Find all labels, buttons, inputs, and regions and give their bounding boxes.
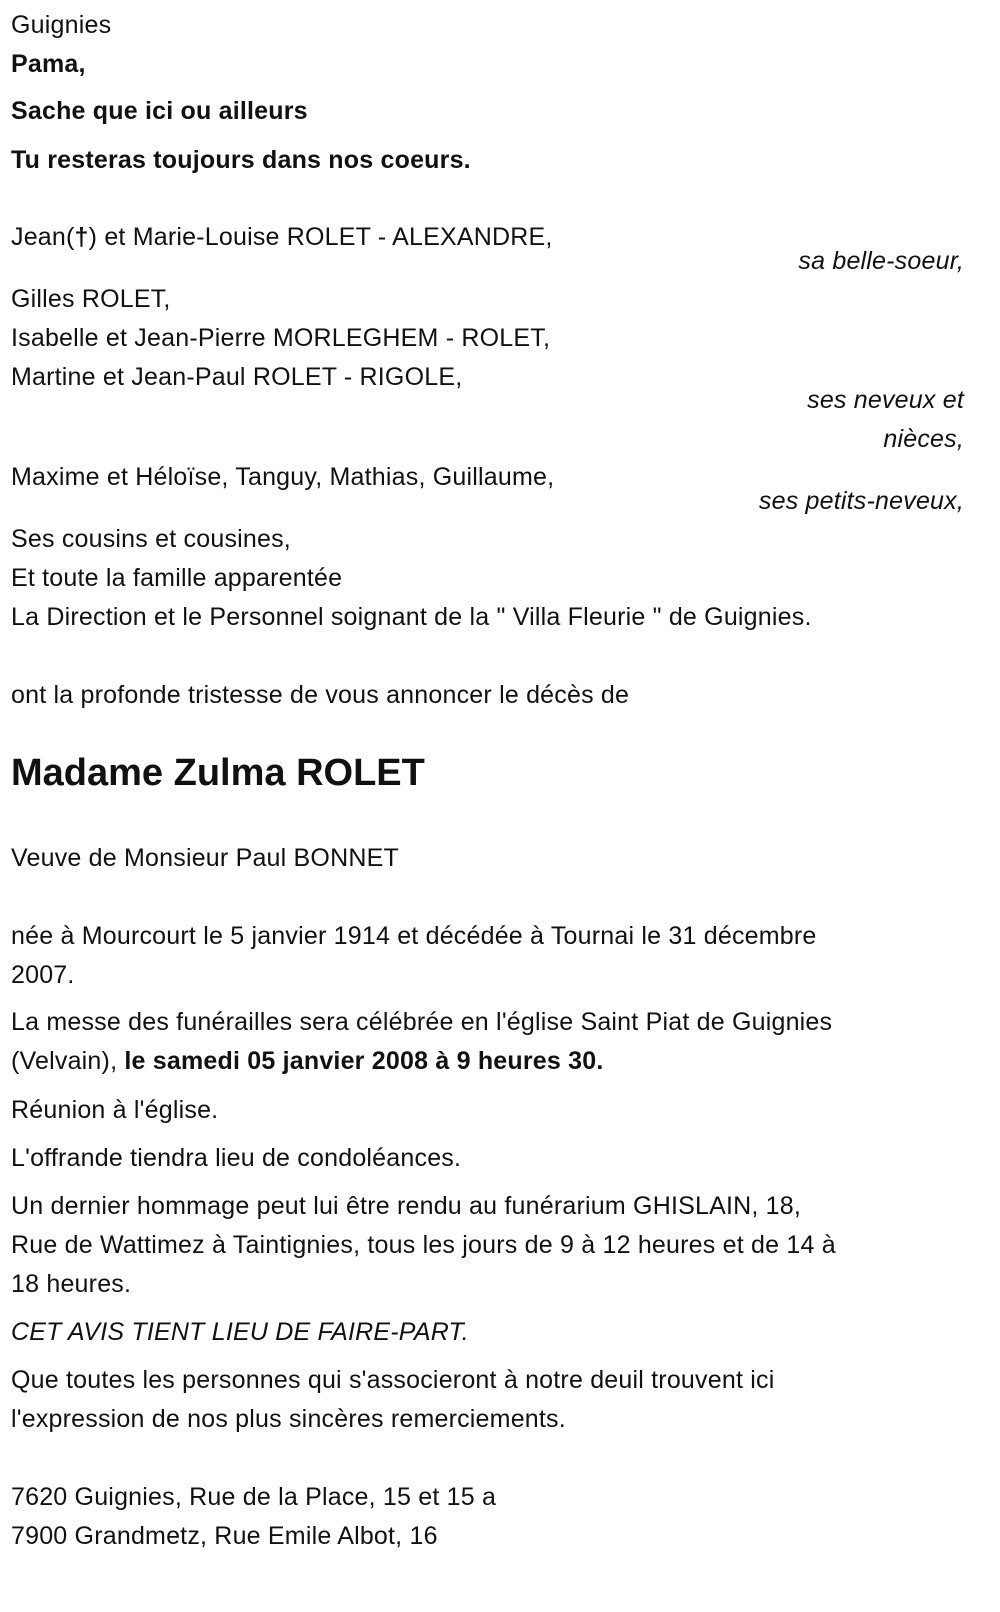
birth-death: née à Mourcourt le 5 janvier 1914 et décédée à Tournai le 31 décembre <box>11 922 817 950</box>
family-other: La Direction et le Personnel soignant de la " Villa Fleurie " de Guignies. <box>11 603 812 631</box>
tribute-info: 18 heures. <box>11 1270 132 1298</box>
family-name: Maxime et Héloïse, Tanguy, Mathias, Guillaume, <box>11 463 555 491</box>
location: Guignies <box>11 11 112 39</box>
poem-line: Pama, <box>11 50 86 78</box>
poem-line: Sache que ici ou ailleurs <box>11 97 308 125</box>
mass-info <box>11 1042 604 1081</box>
meeting-info: Réunion à l'église. <box>11 1096 219 1124</box>
relation-label: sa belle-soeur, <box>798 247 964 275</box>
family-names-suffix: ) et Marie-Louise ROLET - ALEXANDRE, <box>88 223 553 251</box>
address: 7900 Grandmetz, Rue Emile Albot, 16 <box>11 1522 438 1550</box>
offering-info: L'offrande tiendra lieu de condoléances. <box>11 1144 462 1172</box>
relation-label: ses petits-neveux, <box>758 487 964 515</box>
poem-line: Tu resteras toujours dans nos coeurs. <box>11 146 471 174</box>
thanks: l'expression de nos plus sincères remerciements. <box>11 1405 566 1433</box>
relation-label: nièces, <box>883 425 964 453</box>
mass-info: La messe des funérailles sera célébrée en l'église Saint Piat de Guignies <box>11 1008 833 1036</box>
family-name: Gilles ROLET, <box>11 285 171 313</box>
mass-datetime: le samedi 05 janvier 2008 à 9 heures 30. <box>124 1047 604 1075</box>
family-group-1-names <box>11 218 553 257</box>
family-other: Ses cousins et cousines, <box>11 525 291 553</box>
widow-of: Veuve de Monsieur Paul BONNET <box>11 844 399 872</box>
family-names-prefix: Jean( <box>11 223 75 251</box>
address: 7620 Guignies, Rue de la Place, 15 et 15 a <box>11 1483 497 1511</box>
notice: CET AVIS TIENT LIEU DE FAIRE-PART. <box>11 1318 469 1346</box>
relation-label: ses neveux et <box>807 386 964 414</box>
announcement: ont la profonde tristesse de vous annoncer le décès de <box>11 681 630 709</box>
mass-place: (Velvain), <box>11 1047 125 1075</box>
tribute-info: Un dernier hommage peut lui être rendu au funérarium GHISLAIN, 18, <box>11 1192 801 1220</box>
cross-icon: † <box>74 223 89 251</box>
family-name: Martine et Jean-Paul ROLET - RIGOLE, <box>11 363 463 391</box>
family-other: Et toute la famille apparentée <box>11 564 343 592</box>
birth-death: 2007. <box>11 961 75 989</box>
deceased-name: Madame Zulma ROLET <box>11 752 425 794</box>
tribute-info: Rue de Wattimez à Taintignies, tous les jours de 9 à 12 heures et de 14 à <box>11 1231 836 1259</box>
thanks: Que toutes les personnes qui s'associeront à notre deuil trouvent ici <box>11 1366 775 1394</box>
family-name: Isabelle et Jean-Pierre MORLEGHEM - ROLET, <box>11 324 551 352</box>
